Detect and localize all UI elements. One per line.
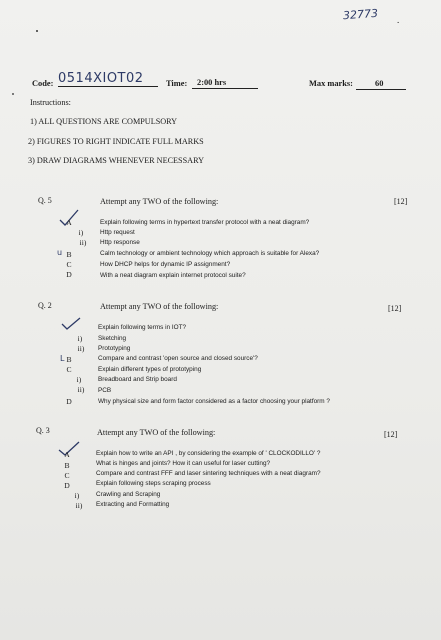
question-line: Http request bbox=[100, 229, 135, 236]
item-label: i) bbox=[77, 334, 83, 343]
item-label: B bbox=[66, 355, 72, 364]
item-label: i) bbox=[76, 375, 82, 384]
question-line: Http response bbox=[100, 239, 140, 246]
question-line: Why physical size and form factor considered as a factor choosing your platform ? bbox=[98, 398, 330, 405]
question-line: Crawling and Scraping bbox=[96, 491, 161, 498]
instruction-item: 3) DRAW DIAGRAMS WHENEVER NECESSARY bbox=[28, 156, 204, 165]
handwritten-note: 32773 bbox=[342, 6, 379, 23]
instruction-item: 2) FIGURES TO RIGHT INDICATE FULL MARKS bbox=[28, 137, 204, 146]
question-line: Breadboard and Strip board bbox=[98, 376, 177, 383]
time-value: 2:00 hrs bbox=[197, 78, 227, 87]
item-label: C bbox=[64, 471, 70, 480]
item-label: D bbox=[64, 481, 70, 490]
item-label: B bbox=[66, 250, 72, 259]
question-line: With a neat diagram explain internet protocol suite? bbox=[100, 272, 246, 279]
question-number: Q. 5 bbox=[38, 196, 52, 205]
item-label: i) bbox=[78, 228, 84, 237]
time-label: Time: bbox=[166, 79, 188, 88]
question-line: Explain how to write an API , by considering the example of ' CLOCKODILLO' ? bbox=[96, 450, 321, 457]
item-label: ii) bbox=[77, 344, 85, 353]
question-line: Explain following terms in IOT? bbox=[98, 324, 187, 331]
question-line: Extracting and Formatting bbox=[96, 501, 170, 508]
question-line: Compare and contrast FFF and laser sintering techniques with a neat diagram? bbox=[96, 470, 321, 477]
item-label: ii) bbox=[77, 385, 85, 394]
question-title: Attempt any TWO of the following: bbox=[97, 428, 216, 437]
question-number: Q. 2 bbox=[38, 301, 52, 310]
max-marks-value: 60 bbox=[375, 79, 384, 88]
question-title: Attempt any TWO of the following: bbox=[100, 197, 219, 206]
instructions-heading: Instructions: bbox=[30, 98, 71, 107]
item-label: A bbox=[64, 450, 70, 459]
code-label: Code: bbox=[32, 79, 54, 88]
code-value: 0514XIOT02 bbox=[58, 71, 144, 86]
question-line: How DHCP helps for dynamic IP assignment? bbox=[100, 261, 231, 268]
question-marks: [12] bbox=[388, 304, 402, 313]
question-line: Calm technology or ambient technology which approach is suitable for Alexa? bbox=[100, 250, 320, 257]
question-line: Prototyping bbox=[98, 345, 131, 352]
item-label: ii) bbox=[75, 501, 83, 510]
question-line: Compare and contrast 'open source and closed source'? bbox=[98, 355, 258, 362]
question-number: Q. 3 bbox=[36, 426, 50, 435]
item-label: B bbox=[64, 461, 70, 470]
question-line: Explain following steps scraping process bbox=[96, 480, 211, 487]
dot-mark: . bbox=[397, 15, 400, 25]
instruction-item: 1) ALL QUESTIONS ARE COMPULSORY bbox=[30, 117, 178, 126]
time-underline bbox=[192, 88, 258, 89]
max-marks-underline bbox=[356, 89, 406, 90]
item-label: C bbox=[66, 365, 72, 374]
item-label: i) bbox=[74, 491, 80, 500]
dot-mark bbox=[36, 30, 38, 32]
question-marks: [12] bbox=[394, 197, 408, 206]
code-underline bbox=[58, 86, 158, 87]
question-line: Explain different types of prototyping bbox=[98, 366, 202, 373]
item-label: ii) bbox=[79, 238, 87, 247]
item-label: A bbox=[66, 218, 72, 227]
item-label: D bbox=[66, 270, 72, 279]
item-label: C bbox=[66, 260, 72, 269]
handwritten-mark: L bbox=[60, 354, 65, 363]
question-line: What is hinges and joints? How it can useful for laser cutting? bbox=[96, 460, 271, 467]
max-marks-label: Max marks: bbox=[309, 79, 353, 88]
question-title: Attempt any TWO of the following: bbox=[100, 302, 219, 311]
question-line: Explain following terms in hypertext transfer protocol with a neat diagram? bbox=[100, 219, 310, 226]
question-marks: [12] bbox=[384, 430, 398, 439]
handwritten-mark: u bbox=[57, 248, 63, 257]
question-line: PCB bbox=[98, 387, 112, 394]
item-label: D bbox=[66, 397, 72, 406]
dot-mark bbox=[12, 93, 14, 95]
question-line: Sketching bbox=[98, 335, 127, 342]
